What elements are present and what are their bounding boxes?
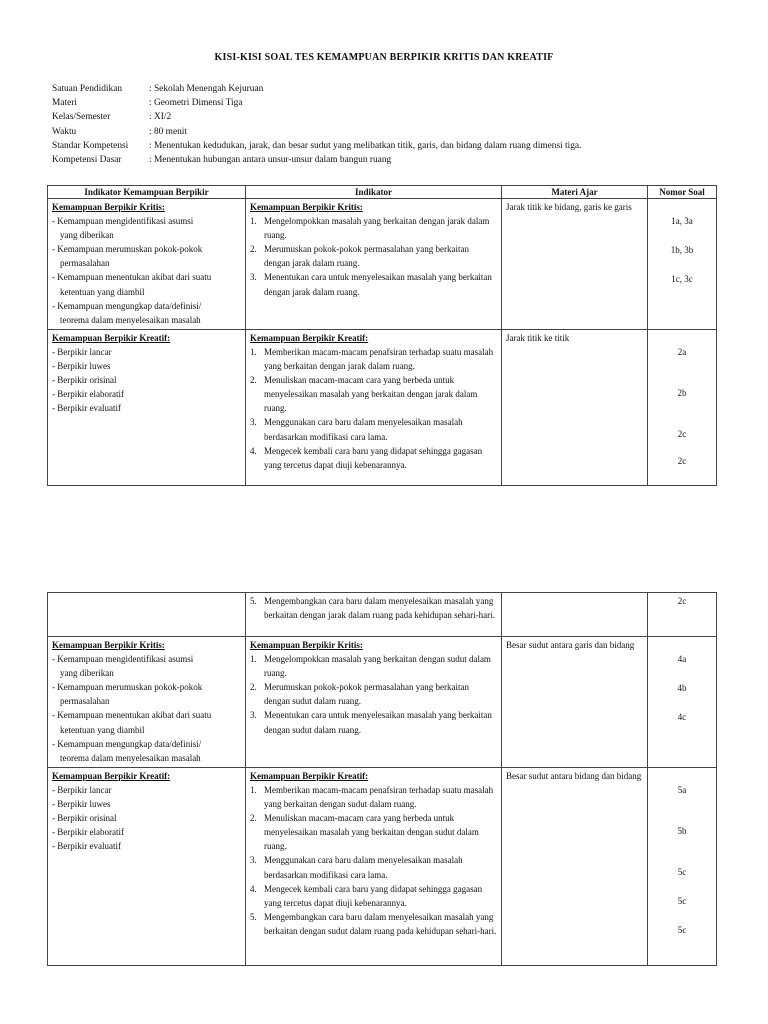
- list-item: [250, 853, 497, 881]
- soal-cell: [648, 329, 717, 485]
- materi-text: Besar sudut antara bidang dan bidang: [506, 770, 642, 781]
- aspect-item: - Berpikir lancar: [52, 784, 112, 795]
- meta-label: Kompetensi Dasar: [52, 155, 122, 166]
- indicator-list: [250, 594, 497, 622]
- aspect-text: ketentuan yang diambil: [60, 286, 145, 297]
- meta-label: Standar Kompetensi: [52, 140, 129, 151]
- list-item: [250, 910, 497, 938]
- aspect-text: - Kemampuan mengidentifikasi asumsi: [52, 216, 194, 227]
- list-item: [250, 811, 497, 853]
- document-title: KISI-KISI SOAL TES KEMAMPUAN BERPIKIR KRITIS DAN KREATIF: [214, 52, 554, 63]
- list-item: [250, 345, 497, 373]
- aspect-item: - Berpikir orisinal: [52, 813, 117, 824]
- item-text: Mengecek kembali cara baru yang didapat sehingga gagasan yang tercetus dapat diuji kebenarannya.: [264, 445, 483, 470]
- soal-number: 5c: [677, 896, 687, 907]
- item-number: 4.: [250, 445, 257, 456]
- indicator-cell: [246, 593, 502, 637]
- table-row: [48, 329, 717, 485]
- table-row: [48, 637, 717, 768]
- meta-value: : Geometri Dimensi Tiga: [149, 98, 243, 109]
- table-row: [48, 593, 717, 637]
- aspect-item: - Berpikir elaboratif: [52, 827, 124, 838]
- meta-row: [52, 125, 742, 139]
- creative-heading: Kemampuan Berpikir Kreatif:: [52, 332, 171, 343]
- item-number: 3.: [250, 417, 257, 428]
- aspect-item: [52, 680, 241, 708]
- list-item: [250, 214, 497, 242]
- item-text: Mengelompokkan masalah yang berkaitan dengan jarak dalam ruang.: [264, 216, 490, 241]
- soal-number: 2c: [677, 429, 687, 440]
- aspect-item: [52, 270, 241, 298]
- materi-cell: [502, 593, 648, 637]
- soal-number: 2a: [677, 346, 687, 357]
- table-row: [48, 767, 717, 965]
- aspect-text: permasalahan: [60, 258, 110, 269]
- aspect-item: - Berpikir elaboratif: [52, 389, 124, 400]
- list-item: [250, 680, 497, 708]
- aspect-text: - Kemampuan mengidentifikasi asumsi: [52, 654, 194, 665]
- meta-row: [52, 153, 742, 167]
- item-text: Mengecek kembali cara baru yang didapat sehingga gagasan yang tercetus dapat diuji kebenarannya.: [264, 883, 483, 908]
- indicator-cell: [246, 199, 502, 330]
- item-number: 4.: [250, 883, 257, 894]
- soal-number: 1b, 3b: [670, 245, 694, 256]
- aspect-item: - Berpikir evaluatif: [52, 841, 121, 852]
- list-item: [250, 242, 497, 270]
- item-text: Menuliskan macam-macam cara yang berbeda untuk menyelesaikan masalah yang berkaitan dengan jarak dalam ruang.: [264, 375, 478, 414]
- list-item: [250, 444, 497, 472]
- aspect-item: [52, 737, 241, 765]
- item-number: 1.: [250, 784, 257, 795]
- item-text: Menentukan cara untuk menyelesaikan masalah yang berkaitan dengan jarak dalam ruang.: [264, 272, 492, 297]
- item-number: 1.: [250, 654, 257, 665]
- meta-label: Waktu: [52, 126, 77, 137]
- critical-heading: Kemampuan Berpikir Kritis:: [250, 202, 363, 212]
- materi-text: Besar sudut antara garis dan bidang: [506, 640, 635, 650]
- meta-label: Kelas/Semester: [52, 112, 111, 123]
- aspect-cell: [48, 329, 246, 485]
- aspect-item: - Berpikir luwes: [52, 361, 111, 372]
- header-indikator: Indikator: [246, 186, 502, 199]
- item-number: 2.: [250, 813, 257, 824]
- header-indikator-kemampuan: Indikator Kemampuan Berpikir: [48, 186, 246, 199]
- meta-label: Materi: [52, 98, 77, 109]
- item-text: Memberikan macam-macam penafsiran terhadap suatu masalah yang berkaitan dengan jarak dalam ruang.: [264, 346, 494, 372]
- aspect-item: [52, 708, 241, 736]
- critical-heading: Kemampuan Berpikir Kritis:: [52, 640, 165, 650]
- aspect-text: - Kemampuan mengungkap data/definisi/: [52, 300, 202, 311]
- soal-cell: [648, 637, 717, 768]
- materi-cell: [502, 767, 648, 965]
- aspect-item: [52, 214, 241, 242]
- table-header-row: [48, 186, 717, 199]
- meta-row: [52, 139, 742, 153]
- item-text: Merumuskan pokok-pokok permasalahan yang berkaitan dengan jarak dalam ruang.: [264, 244, 469, 269]
- aspect-text: teorema dalam menyelesaikan masalah: [60, 314, 201, 325]
- header-materi-ajar: Materi Ajar: [502, 186, 648, 199]
- aspect-text: - Kemampuan menentukan akibat dari suatu: [52, 710, 212, 721]
- item-number: 1.: [250, 216, 257, 227]
- soal-number: 4c: [677, 712, 687, 723]
- aspect-item: - Berpikir orisinal: [52, 375, 117, 386]
- soal-number: 1c, 3c: [671, 274, 693, 285]
- soal-number: 1a, 3a: [671, 216, 693, 226]
- aspect-text: - Kemampuan merumuskan pokok-pokok: [52, 682, 203, 693]
- materi-cell: [502, 199, 648, 330]
- indicator-list: [250, 652, 497, 737]
- materi-text: Jarak titik ke titik: [506, 332, 570, 343]
- soal-number: 5a: [677, 784, 687, 795]
- soal-cell: [648, 199, 717, 330]
- list-item: [250, 708, 497, 736]
- creative-heading: Kemampuan Berpikir Kreatif:: [250, 770, 369, 781]
- aspect-cell: [48, 637, 246, 768]
- soal-number: 2b: [677, 387, 687, 398]
- item-number: 2.: [250, 682, 257, 693]
- table-row: [48, 199, 717, 330]
- indicator-cell: [246, 767, 502, 965]
- soal-number: 2c: [677, 596, 687, 606]
- meta-value: : Sekolah Menengah Kejuruan: [149, 84, 264, 94]
- indicator-list: [250, 345, 497, 472]
- item-text: Merumuskan pokok-pokok permasalahan yang berkaitan dengan sudut dalam ruang.: [264, 682, 469, 707]
- soal-number: 4a: [677, 654, 687, 664]
- meta-info: [52, 82, 742, 167]
- item-number: 3.: [250, 710, 257, 721]
- soal-number: 5c: [677, 867, 687, 878]
- aspect-cell: [48, 767, 246, 965]
- indicator-cell: [246, 637, 502, 768]
- aspect-text: teorema dalam menyelesaikan masalah: [60, 752, 201, 763]
- item-text: Menggunakan cara baru dalam menyelesaikan masalah berdasarkan modifikasi cara lama.: [264, 855, 463, 880]
- aspect-item: [52, 242, 241, 270]
- list-item: [250, 652, 497, 680]
- aspect-text: yang diberikan: [60, 230, 114, 241]
- list-item: [250, 882, 497, 910]
- aspect-text: - Kemampuan menentukan akibat dari suatu: [52, 272, 212, 283]
- item-number: 5.: [250, 911, 257, 922]
- header-nomor-soal: Nomor Soal: [648, 186, 717, 199]
- item-text: Mengelompokkan masalah yang berkaitan dengan sudut dalam ruang.: [264, 654, 491, 679]
- aspect-item: [52, 652, 241, 680]
- list-item: [250, 594, 497, 622]
- list-item: [250, 373, 497, 415]
- meta-value: : Menentukan hubungan antara unsur-unsur dalam bangun ruang: [149, 155, 392, 166]
- indicator-list: [250, 214, 497, 299]
- aspect-item: [52, 299, 241, 327]
- aspect-text: permasalahan: [60, 696, 110, 707]
- meta-label: Satuan Pendidikan: [52, 84, 123, 94]
- item-number: 5.: [250, 596, 257, 606]
- grid-table-page-1: [47, 185, 717, 486]
- aspect-cell: [48, 199, 246, 330]
- item-text: Menentukan cara untuk menyelesaikan masalah yang berkaitan dengan sudut dalam ruang.: [264, 710, 492, 735]
- item-number: 2.: [250, 375, 257, 386]
- aspect-item: - Berpikir lancar: [52, 346, 112, 357]
- item-text: Memberikan macam-macam penafsiran terhadap suatu masalah yang berkaitan dengan sudut dalam ruang.: [264, 784, 494, 810]
- indicator-list: [250, 783, 497, 938]
- aspect-item: - Berpikir luwes: [52, 799, 111, 810]
- aspect-item: - Berpikir evaluatif: [52, 403, 121, 414]
- meta-value: : 80 menit: [149, 126, 188, 137]
- soal-number: 5c: [677, 925, 687, 936]
- item-number: 1.: [250, 346, 257, 357]
- item-text: Menuliskan macam-macam cara yang berbeda untuk menyelesaikan masalah yang berkaitan dengan sudut dalam ruang.: [264, 813, 479, 852]
- critical-heading: Kemampuan Berpikir Kritis:: [52, 202, 165, 212]
- critical-heading: Kemampuan Berpikir Kritis:: [250, 640, 363, 650]
- aspect-text: - Kemampuan mengungkap data/definisi/: [52, 738, 202, 749]
- item-number: 3.: [250, 855, 257, 866]
- aspect-text: ketentuan yang diambil: [60, 724, 145, 735]
- list-item: [250, 270, 497, 298]
- item-number: 2.: [250, 244, 257, 255]
- materi-text: Jarak titik ke bidang, garis ke garis: [506, 202, 632, 212]
- aspect-text: - Kemampuan merumuskan pokok-pokok: [52, 244, 203, 255]
- item-text: Mengembangkan cara baru dalam menyelesaikan masalah yang berkaitan dengan jarak dalam ruang pada kehidupan sehari-hari.: [264, 596, 495, 621]
- indicator-cell: [246, 329, 502, 485]
- grid-table-page-2: [47, 592, 717, 966]
- meta-value: : Menentukan kedudukan, jarak, dan besar sudut yang melibatkan titik, garis, dan bidang dalam ruang dimensi tiga.: [149, 140, 582, 151]
- soal-cell: [648, 593, 717, 637]
- aspect-text: yang diberikan: [60, 668, 114, 679]
- soal-number: 2c: [677, 456, 687, 467]
- meta-value: : XI/2: [149, 112, 172, 123]
- list-item: [250, 783, 497, 811]
- list-item: [250, 415, 497, 443]
- creative-heading: Kemampuan Berpikir Kreatif:: [52, 770, 171, 781]
- soal-cell: [648, 767, 717, 965]
- meta-row: [52, 96, 742, 110]
- soal-number: 4b: [677, 683, 687, 694]
- item-text: Mengembangkan cara baru dalam menyelesaikan masalah yang berkaitan dengan sudut dalam ruang pada kehidupan sehari-hari.: [264, 911, 497, 936]
- aspect-cell: [48, 593, 246, 637]
- item-text: Menggunakan cara baru dalam menyelesaikan masalah berdasarkan modifikasi cara lama.: [264, 417, 463, 442]
- creative-heading: Kemampuan Berpikir Kreatif:: [250, 332, 369, 343]
- meta-row: [52, 110, 742, 124]
- materi-cell: [502, 329, 648, 485]
- meta-row: [52, 82, 742, 96]
- soal-number: 5b: [677, 825, 687, 836]
- item-number: 3.: [250, 272, 257, 283]
- materi-cell: [502, 637, 648, 768]
